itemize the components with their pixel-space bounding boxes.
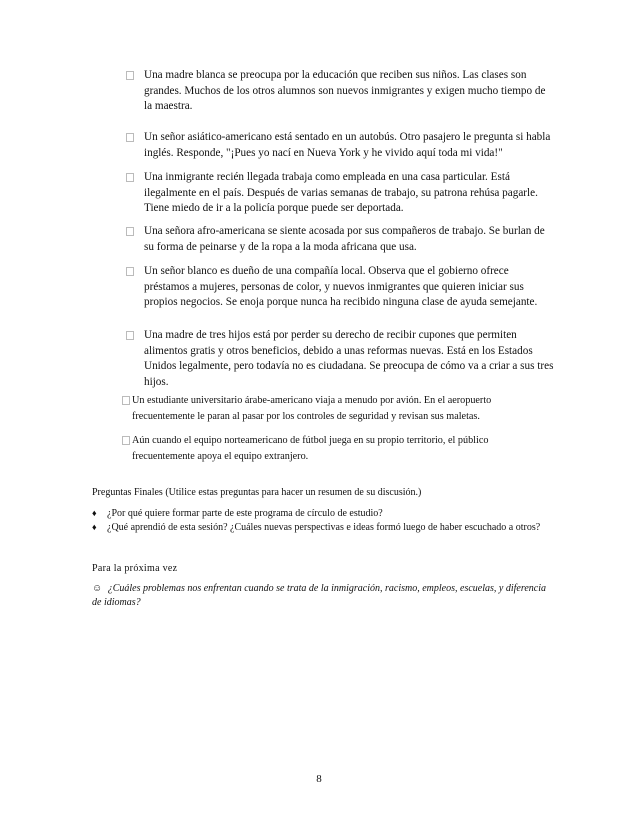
next-time-question	[92, 582, 552, 610]
checkbox-square-icon	[126, 71, 134, 80]
scenario-item	[126, 68, 556, 115]
final-questions-list	[92, 507, 562, 535]
next-time-heading: Para la próxima vez	[92, 563, 178, 574]
question-text: ¿Qué aprendió de esta sesión? ¿Cuáles nuevas perspectivas e ideas formó luego de haber escuchado a otros?	[107, 522, 541, 533]
scenario-item	[126, 224, 556, 255]
question-text: ¿Por qué quiere formar parte de este programa de círculo de estudio?	[107, 508, 383, 519]
checkbox-square-icon	[126, 267, 134, 276]
smiley-icon: ☺	[92, 583, 103, 594]
scenario-item	[126, 130, 556, 161]
checkbox-square-icon	[126, 227, 134, 236]
list-item	[92, 521, 562, 534]
scenario-text: Una madre blanca se preocupa por la educación que reciben sus niños. Las clases son grandes. Muchos de los otros alumnos son nuevos inmigrantes y exigen mucho tiempo de la maestra.	[144, 69, 546, 113]
diamond-bullet-icon: ♦	[92, 522, 97, 532]
checkbox-square-icon	[126, 173, 134, 182]
scenario-text: Una madre de tres hijos está por perder su derecho de recibir cupones que permiten alimentos gratis y otros beneficios, debido a unas reformas nuevas. Está en los Estados Unidos legalmente, pero todavía no es ciudadana. Se preocupa de cómo va a criar a sus tres hijos.	[144, 329, 554, 388]
scenario-text: Una inmigrante recién llegada trabaja como empleada en una casa particular. Está ilegalmente en el país. Después de varias semanas de trabajo, su patrona rehúsa pagarle. Tiene miedo de ir a la policía porque puede ser deportada.	[144, 171, 538, 215]
checkbox-square-icon	[122, 396, 130, 405]
checkbox-square-icon	[122, 436, 130, 445]
diamond-bullet-icon: ♦	[92, 508, 97, 518]
final-questions-heading: Preguntas Finales (Utilice estas preguntas para hacer un resumen de su discusión.)	[92, 487, 422, 498]
scenario-item	[126, 264, 556, 311]
scenario-item	[122, 433, 552, 464]
scenario-text: Un señor asiático-americano está sentado en un autobús. Otro pasajero le pregunta si habla inglés. Responde, "¡Pues yo nací en Nueva York y he vivido aquí toda mi vida!"	[144, 131, 551, 159]
checkbox-square-icon	[126, 133, 134, 142]
next-time-question-text: ¿Cuáles problemas nos enfrentan cuando se trata de la inmigración, racismo, empleos, escuelas, y diferencia de idiomas?	[92, 583, 546, 608]
scenario-text: Un señor blanco es dueño de una compañía local. Observa que el gobierno ofrece préstamos a mujeres, personas de color, y nuevos inmigrantes que quieren iniciar sus propios negocios. Se enoja porque nunca ha recibido ninguna clase de ayuda semejante.	[144, 265, 538, 309]
scenario-text: Una señora afro-americana se siente acosada por sus compañeros de trabajo. Se burlan de su forma de peinarse y de la ropa a la moda africana que usa.	[144, 225, 545, 253]
scenario-item	[126, 170, 556, 217]
list-item	[92, 507, 562, 520]
scenario-item	[122, 393, 552, 424]
scenario-item	[126, 328, 556, 390]
scenario-text: Un estudiante universitario árabe-americano viaja a menudo por avión. En el aeropuerto frecuentemente le paran al pasar por los controles de seguridad y revisan sus maletas.	[132, 395, 492, 422]
checkbox-square-icon	[126, 331, 134, 340]
page-number: 8	[316, 773, 322, 785]
scenario-text: Aún cuando el equipo norteamericano de fútbol juega en su propio territorio, el público frecuentemente apoya el equipo extranjero.	[132, 435, 489, 462]
